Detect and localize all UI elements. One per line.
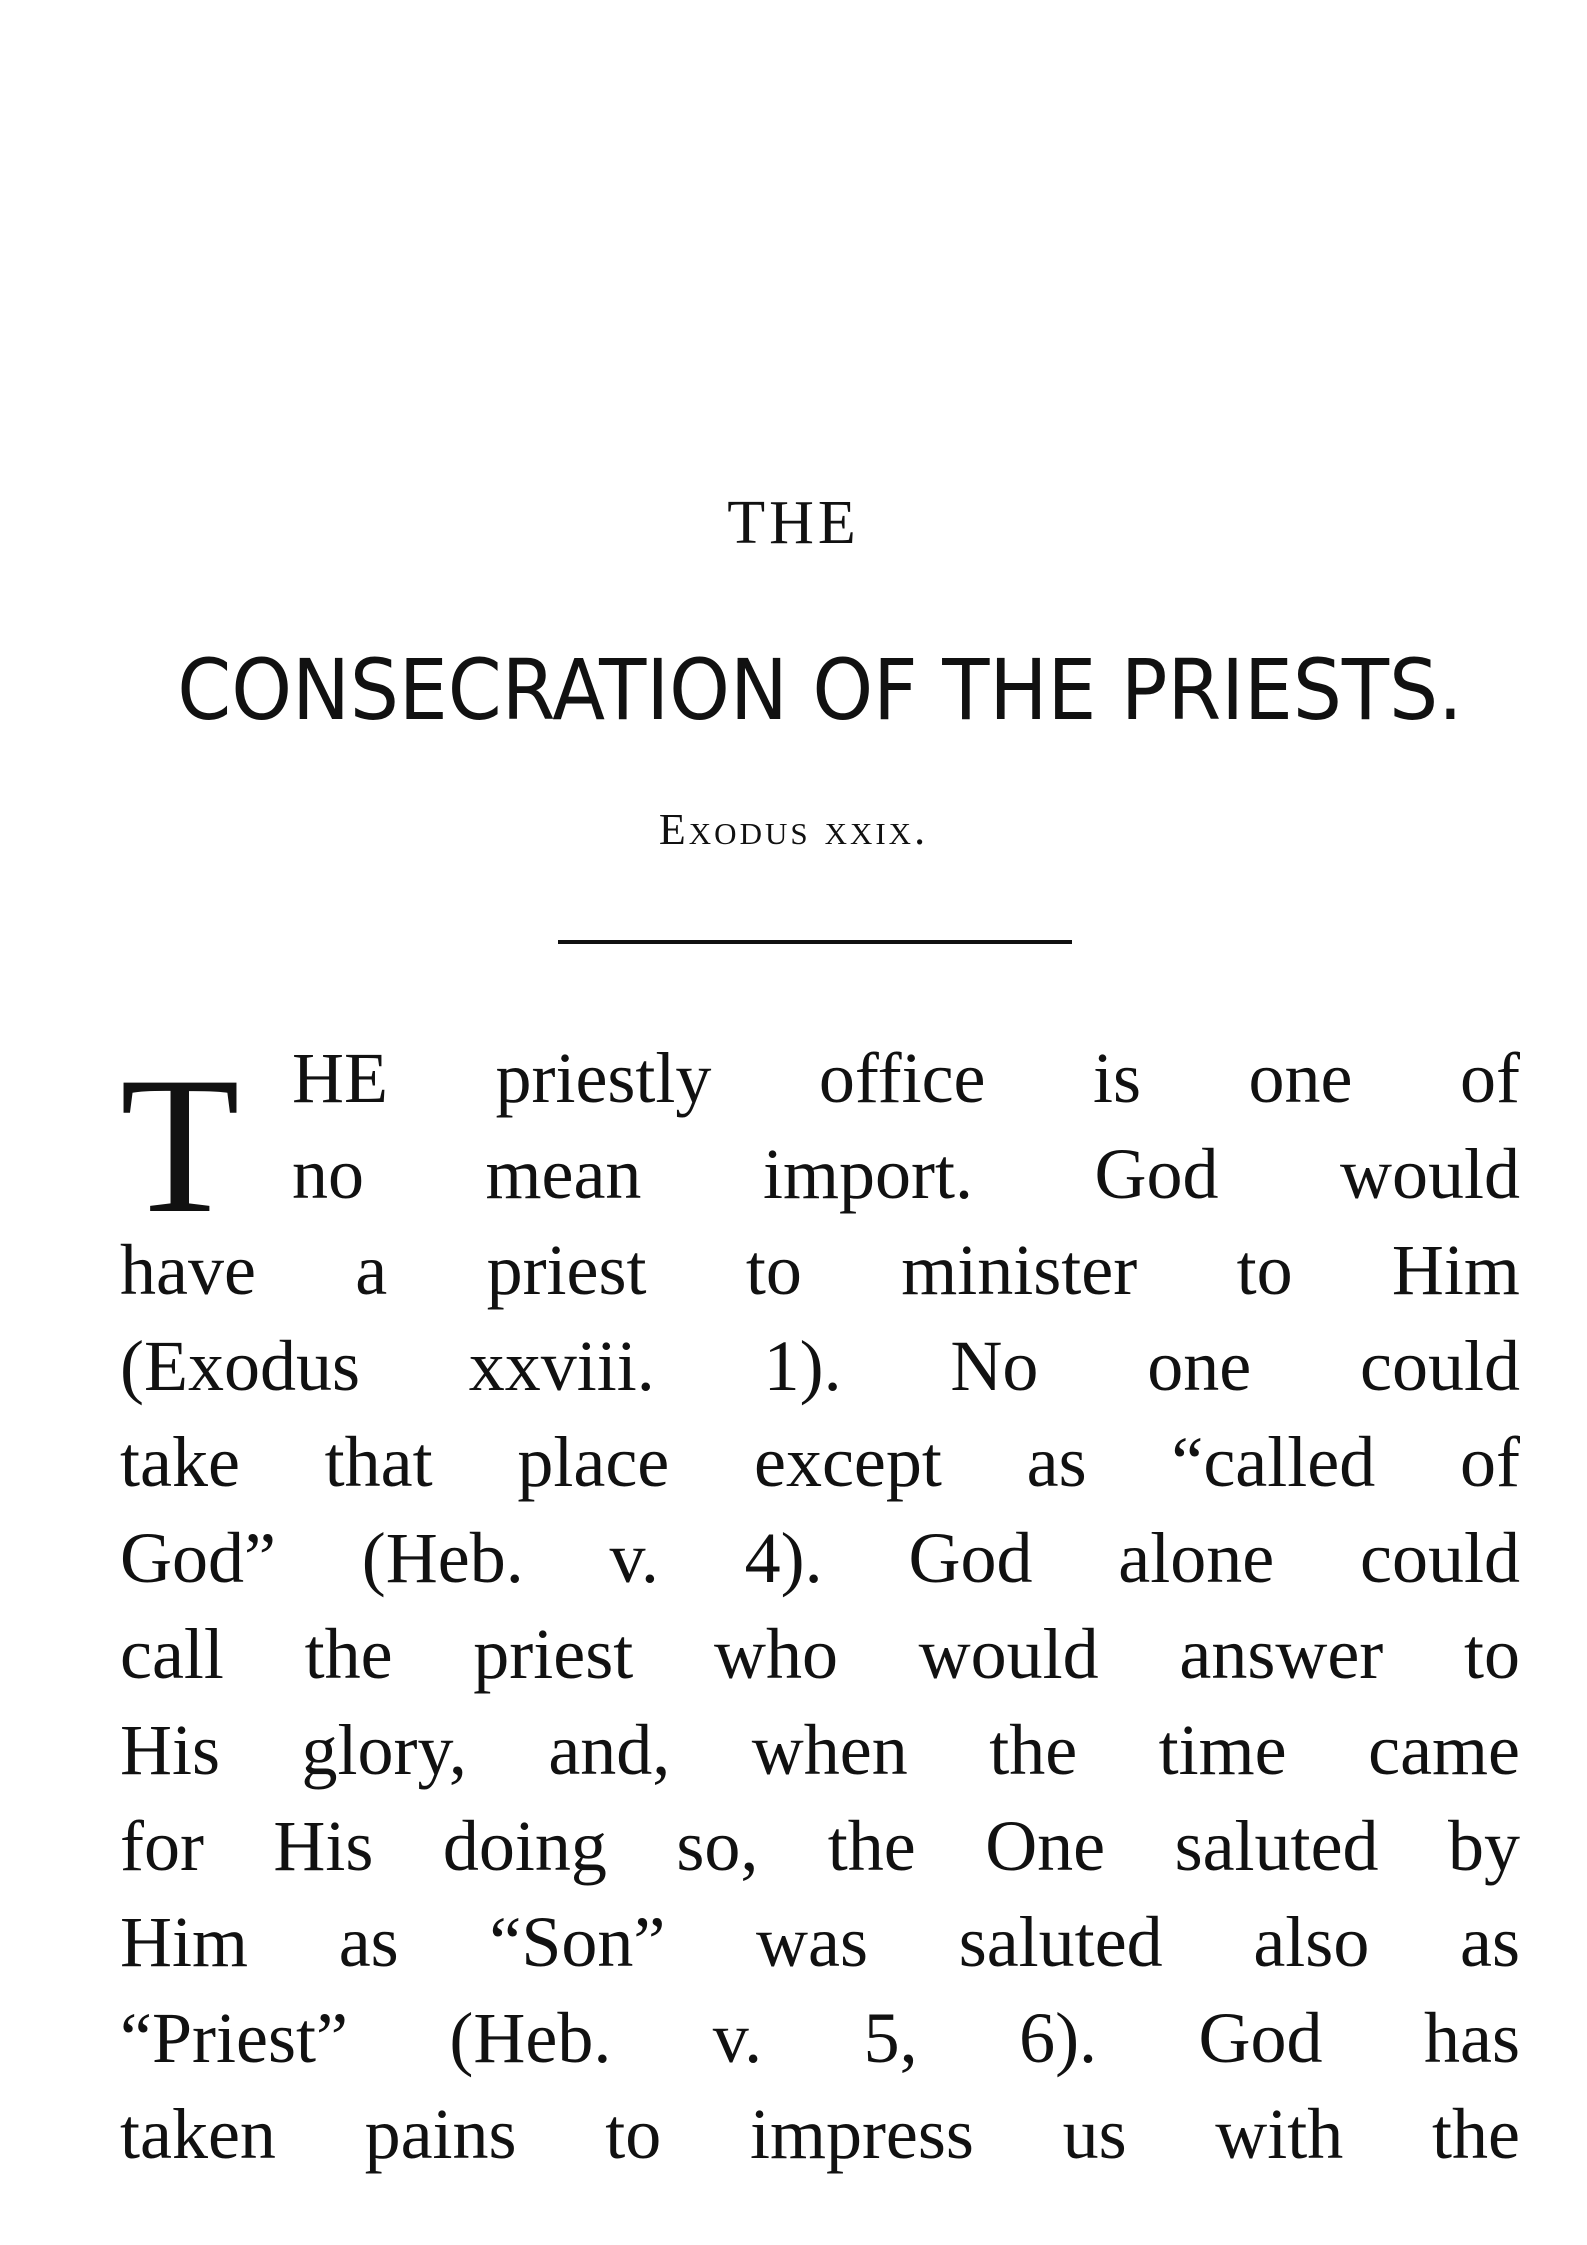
word: import. [762,1134,973,1214]
word: “Son” [489,1902,666,1982]
word: when [751,1710,908,1790]
word: pains [364,2094,517,2174]
word: 5, [863,1998,918,2078]
text-line [120,1606,1520,1702]
word: place [517,1422,670,1502]
word: priest [486,1230,647,1310]
word: could [1360,1326,1520,1406]
word: is [1092,1038,1142,1118]
text-line [120,1894,1520,1990]
word: as [338,1902,399,1982]
word: take [120,1422,240,1502]
word: “called [1171,1422,1376,1502]
word: to [605,2094,662,2174]
word: no [292,1134,364,1214]
word: by [1447,1806,1520,1886]
opening-lines [120,1030,1520,1254]
word: alone [1118,1518,1275,1598]
word: 6). [1019,1998,1098,2078]
word: v. [609,1518,659,1598]
word: priest [473,1614,634,1694]
word: office [818,1038,986,1118]
word: of [1459,1038,1520,1118]
word: taken [120,2094,276,2174]
text-line [120,1414,1520,1510]
word: the [1431,2094,1520,2174]
word: could [1360,1518,1520,1598]
word: Him [1391,1230,1520,1310]
word: to [1463,1614,1520,1694]
text-line [120,1318,1520,1414]
text-line [120,1990,1520,2086]
text-line [120,2086,1520,2182]
text-line [120,1702,1520,1798]
word: that [324,1422,433,1502]
drop-cap: T [120,1037,240,1254]
word: His [273,1806,374,1886]
word: minister [901,1230,1138,1310]
word: (Heb. [449,1998,612,2078]
word: answer [1179,1614,1384,1694]
text-line [120,1126,1520,1222]
word: mean [485,1134,642,1214]
text-line [120,1030,1520,1126]
word: “Priest” [120,1998,348,2078]
word: who [713,1614,838,1694]
word: would [918,1614,1099,1694]
word: glory, [301,1710,467,1790]
word: so, [676,1806,759,1886]
word: to [745,1230,802,1310]
word: HE [292,1038,388,1118]
word: us [1062,2094,1127,2174]
word: impress [749,2094,974,2174]
body-paragraph [120,1030,1520,2182]
word: God [1094,1134,1219,1214]
word: priestly [495,1038,712,1118]
text-line [120,1510,1520,1606]
word: call [120,1614,224,1694]
word: the [827,1806,916,1886]
word: Him [120,1902,249,1982]
word: one [1147,1326,1252,1406]
text-line [120,1222,1520,1318]
word: has [1423,1998,1520,2078]
word: the [989,1710,1078,1790]
word: to [1236,1230,1293,1310]
word: 1). [763,1326,842,1406]
word: 4). [744,1518,823,1598]
word: God” [120,1518,276,1598]
word: with [1215,2094,1344,2174]
word: No [950,1326,1039,1406]
word: except [754,1422,942,1502]
word: (Exodus [120,1326,360,1406]
word: saluted [1174,1806,1379,1886]
word: saluted [958,1902,1163,1982]
word: v. [712,1998,763,2078]
word: also [1253,1902,1370,1982]
word: have [120,1230,256,1310]
word: as [1026,1422,1087,1502]
section-divider [558,940,1072,944]
word: God [1198,1998,1323,2078]
word: for [120,1806,204,1886]
word: One [985,1806,1106,1886]
word: one [1248,1038,1353,1118]
word: was [756,1902,869,1982]
chapter-title: CONSECRATION OF THE PRIESTS. [177,641,1463,739]
word: would [1339,1134,1520,1214]
word: His [120,1710,221,1790]
word: of [1459,1422,1520,1502]
word: (Heb. [361,1518,524,1598]
text-line [120,1798,1520,1894]
pre-title: THE [727,489,860,557]
word: as [1460,1902,1520,1982]
word: the [304,1614,393,1694]
word: and, [548,1710,671,1790]
word: time [1158,1710,1287,1790]
word: a [355,1230,388,1310]
scripture-reference: Exodus xxix. [658,805,929,854]
word: came [1368,1710,1520,1790]
word: God [908,1518,1033,1598]
word: xxviii. [468,1326,655,1406]
word: doing [442,1806,607,1886]
